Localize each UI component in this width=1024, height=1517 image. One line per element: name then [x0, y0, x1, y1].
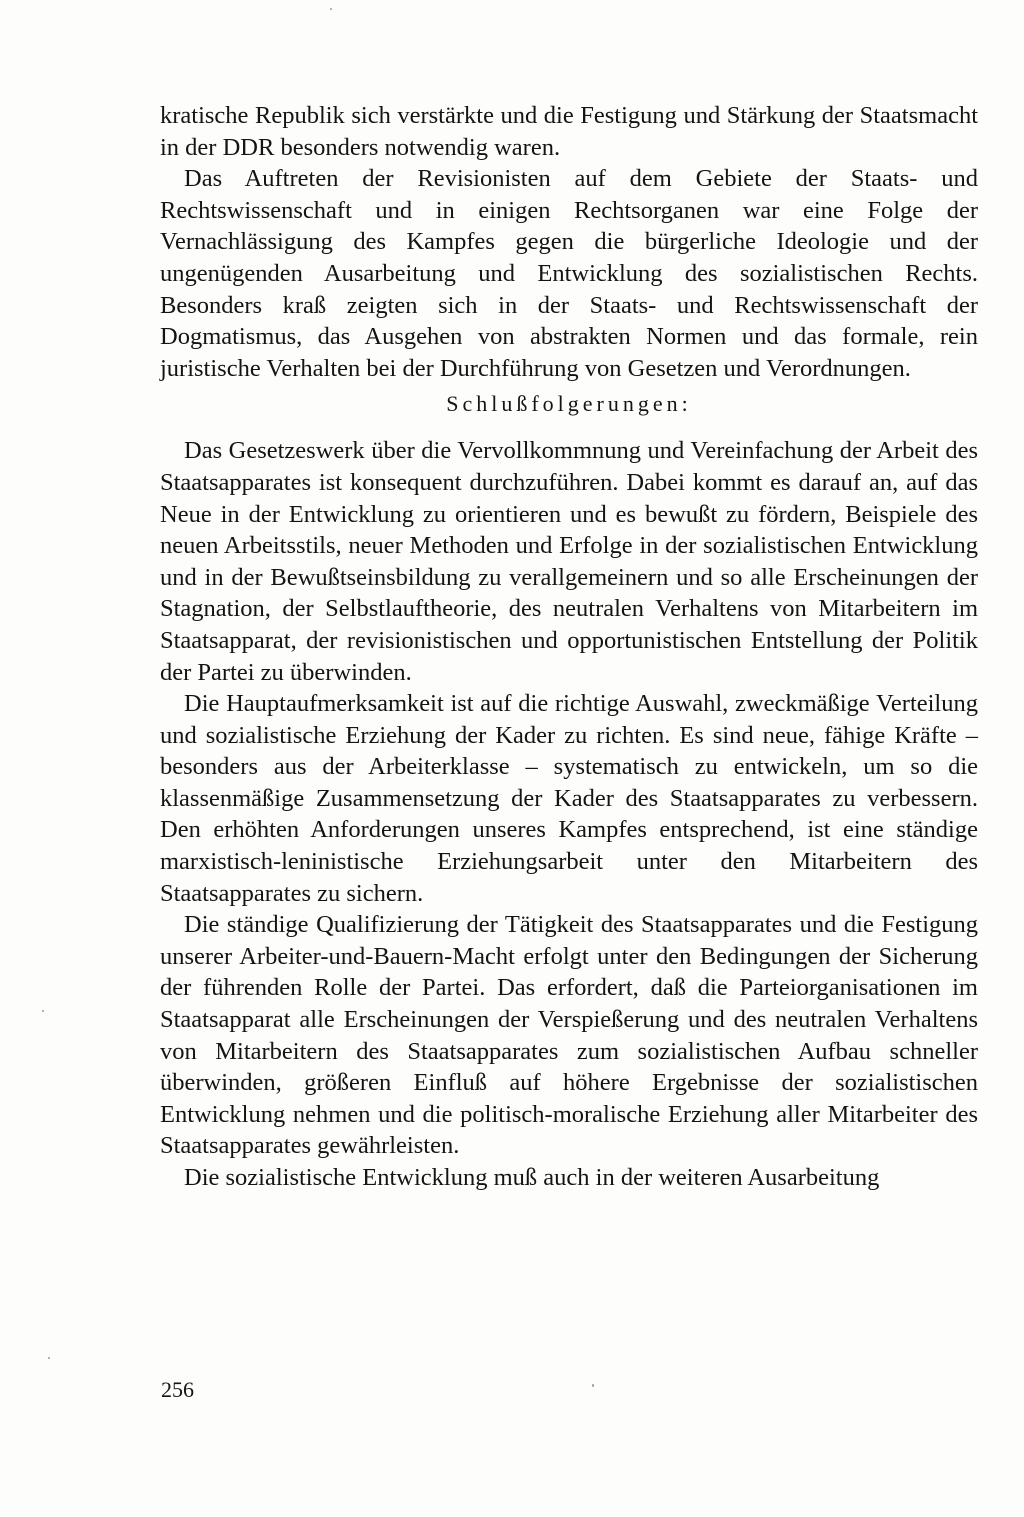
paragraph: Die ständige Qualifizierung der Tätigkeit des Staatsapparates und die Festigung unserer Arbeiter-und-Bauern-Macht erfolgt unter den Bedingungen der Sicherung der führenden Rolle der Partei. Das erfordert, daß die Parteiorganisationen im Staatsapparat alle Erscheinungen der Verspießerung und des neutralen Verhaltens von Mitarbeitern des Staatsapparates zum sozialistischen Aufbau schneller überwinden, größeren Einfluß auf höhere Ergebnisse der sozialistischen Entwicklung nehmen und die politisch-moralische Erziehung aller Mitarbeiter des Staatsapparates gewährleisten.	[160, 911, 978, 1160]
scan-speck	[330, 8, 332, 10]
section-heading: Schlußfolgerungen:	[446, 391, 692, 417]
page-number: 256	[161, 1377, 194, 1402]
scan-speck	[48, 1357, 50, 1359]
paragraph: Die Hauptaufmerksamkeit ist auf die richtige Auswahl, zweckmäßige Verteilung und sozialistische Erziehung der Kader zu richten. Es sind neue, fähige Kräfte – besonders aus der Arbeiterklasse – systematisch zu entwickeln, um so die klassenmäßige Zusammensetzung der Kader des Staatsapparates zu verbessern. Den erhöhten Anforderungen unseres Kampfes entsprechend, ist eine ständige marxistisch-leninistische Erziehungsarbeit unter den Mitarbeitern des Staatsapparates zu sichern.	[160, 690, 978, 907]
paragraph: Das Gesetzeswerk über die Vervollkommnung und Vereinfachung der Arbeit des Staatsapparates ist konsequent durchzuführen. Dabei kommt es darauf an, auf das Neue in der Entwicklung zu orientieren und es bewußt zu fördern, Beispiele des neuen Arbeitsstils, neuer Methoden und Erfolge in der sozialistischen Entwicklung und in der Bewußtseinsbildung zu verallgemeinern und so alle Erscheinungen der Stagnation, der Selbstlauftheorie, des neutralen Verhaltens von Mitarbeitern im Staatsapparat, der revisionistischen und opportunistischen Entstellung der Politik der Partei zu überwinden.	[160, 437, 978, 686]
scan-speck	[592, 1384, 594, 1387]
paragraph: Das Auftreten der Revisionisten auf dem Gebiete der Staats- und Rechtswissenschaft und in einigen Rechtsorganen war eine Folge der Vernachlässigung des Kampfes gegen die bürgerliche Ideologie und der ungenügenden Ausarbeitung und Entwicklung des sozialistischen Rechts. Besonders kraß zeigten sich in der Staats- und Rechtswissenschaft der Dogmatismus, das Ausgehen von abstrakten Normen und das formale, rein juristische Verhalten bei der Durchführung von Gesetzen und Verordnungen.	[160, 165, 978, 382]
body-text	[160, 100, 978, 1194]
scan-speck	[42, 1010, 44, 1012]
paragraph: Die sozialistische Entwicklung muß auch in der weiteren Ausarbeitung	[184, 1164, 880, 1191]
paragraph: kratische Republik sich verstärkte und die Festigung und Stärkung der Staatsmacht in der DDR besonders notwendig waren.	[160, 102, 978, 161]
